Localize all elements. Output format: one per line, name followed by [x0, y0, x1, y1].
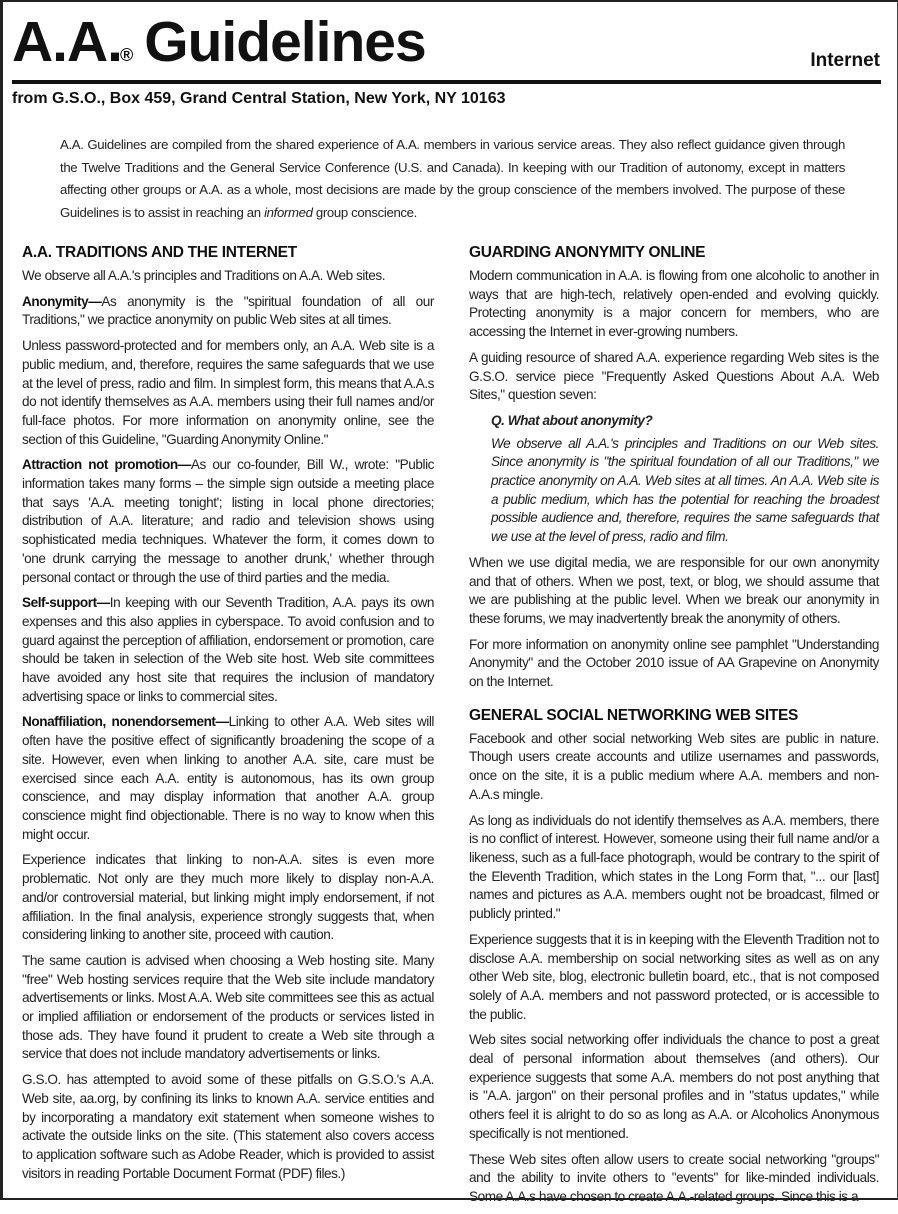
intro-text-end: group conscience.	[312, 204, 417, 220]
paragraph: We observe all A.A.'s principles and Traditions on A.A. Web sites.	[22, 268, 386, 283]
address-line: from G.S.O., Box 459, Grand Central Station, New York, NY 10163	[12, 90, 506, 107]
faq-answer-quote: We observe all A.A.'s principles and Traditions on our Web sites. Since anonymity is "the spiritual foundation of all our Traditions," we practice anonymity on A.A. Web sites at all times. An A.A. Web site is a public medium, which has the potential for reaching the broadest possible audience and, therefore, requires the same safeguards that we use at the level of press, radio and film.	[491, 435, 879, 545]
paragraph: These Web sites often allow users to create social networking "groups" and the ability to invite others to "events" for like-minded individuals. Some A.A.s have chosen to create A.A.-related groups. Since this is a	[469, 1151, 879, 1204]
paragraph: Web sites social networking offer individuals the chance to post a great deal of personal information about themselves (and others). Our experience suggests that some A.A. members do not post anything that is "A.A. jargon" on their personal profiles and in "status updates," while others feel it is alright to do so as long as A.A. or Alcoholics Anonymous specifically is not mentioned.	[469, 1032, 879, 1141]
lead-anonymity: Anonymity—	[22, 293, 102, 309]
paragraph: Experience suggests that it is in keeping with the Eleventh Tradition not to disclose A.A. membership on social networking sites as well as on any other Web site, blog, electronic bulletin board, etc., that is not composed solely of A.A. members and not password protected, or is accessible to the public.	[469, 931, 879, 1022]
title-guidelines: Guidelines	[144, 10, 426, 74]
paragraph: Unless password-protected and for members only, an A.A. Web site is a public medium, and, therefore, requires the same safeguards that we use at the level of press, radio and film. In simplest form, this means that A.A.s do not identify themselves as A.A. members using their full names and/or full-face photos. For more information on anonymity online, see the section of this Guideline, "Guarding Anonymity Online."	[22, 338, 434, 447]
right-column	[469, 243, 879, 1214]
lead-nonaffiliation: Nonaffiliation, nonendorsement—	[22, 714, 229, 730]
paragraph: When we use digital media, we are responsible for our own anonymity and that of others. When we post, text, or blog, we should assume that we are publishing at the public level. When we break our anonymity in these forums, we may inadvertently break the anonymity of others.	[469, 554, 879, 626]
paragraph-text: In keeping with our Seventh Tradition, A.A. pays its own expenses and this also applies in cyberspace. To avoid confusion and to guard against the perception of affiliation, endorsement or promotion, care should be taken in selection of the Web site host. Web site committees have avoided any host site that requires the inclusion of mandatory advertising space or links to commercial sites.	[22, 595, 434, 704]
intro-italic: informed	[264, 204, 313, 220]
paragraph: A guiding resource of shared A.A. experience regarding Web sites is the G.S.O. service piece "Frequently Asked Questions About A.A. Web Sites," question seven:	[469, 349, 879, 403]
section-heading-social: GENERAL SOCIAL NETWORKING WEB SITES	[469, 706, 799, 724]
intro-paragraph	[60, 134, 845, 224]
lead-selfsupport: Self-support—	[22, 595, 110, 611]
section-heading-traditions: A.A. TRADITIONS AND THE INTERNET	[22, 244, 297, 261]
paragraph-attraction	[22, 456, 434, 587]
registered-mark: ®	[120, 45, 133, 65]
paragraph: The same caution is advised when choosing a Web hosting site. Many "free" Web hosting services require that the Web site include mandatory advertisements or links. Most A.A. Web site committees see this as actual or implied affiliation or endorsement of the products or services listed in those ads. They have found it prudent to create a Web site through a service that does not include mandatory advertisements or links.	[22, 952, 434, 1062]
section-heading-guarding: GUARDING ANONYMITY ONLINE	[469, 244, 706, 261]
title-aa: A.A.	[12, 10, 122, 74]
paragraph-text: Linking to other A.A. Web sites will often have the positive effect of significantly broadening the scope of a site. However, even when linking to another A.A. site, care must be exercised since each A.A. entity is autonomous, has its own group conscience, and may display information that another A.A. group conscience might find objectionable. There is no way to know when this might occur.	[22, 714, 434, 842]
paragraph: G.S.O. has attempted to avoid some of these pitfalls on G.S.O.'s A.A. Web site, aa.org, by confining its links to known A.A. service entities and by incorporating a mandatory exit statement when someone wishes to activate the outside links on the site. (This statement also covers access to application software such as Adobe Reader, which is provided to assist visitors in reading Portable Document Format (PDF) files.)	[22, 1072, 434, 1181]
paragraph: For more information on anonymity online see pamphlet "Understanding Anonymity" and the October 2010 issue of AA Grapevine on Anonymity on the Internet.	[469, 636, 879, 690]
paragraph-text: As anonymity is the "spiritual foundation of all our Traditions," we practice anonymity on public Web sites at all times.	[22, 293, 434, 328]
left-column	[22, 243, 434, 1190]
paragraph: Experience indicates that linking to non-A.A. sites is even more problematic. Not only are they much more likely to display non-A.A. and/or controversial material, but linking might imply endorsement, if not affiliation. In the final analysis, experience strongly suggests that, when considering linking to another site, proceed with caution.	[22, 852, 434, 943]
faq-question: Q. What about anonymity?	[491, 412, 653, 428]
header-rule	[12, 80, 881, 84]
paragraph-text: As our co-founder, Bill W., wrote: "Public information takes many forms – the simple sign outside a meeting place that says 'A.A. meeting tonight'; listing in local phone directories; distribution of A.A. literature; and radio and television shows using sophisticated media techniques. Whatever the form, it comes down to 'one drunk carrying the message to another drunk,' whether through personal contact or through the use of third parties and the media.	[22, 457, 434, 585]
intro-text: A.A. Guidelines are compiled from the shared experience of A.A. members in various service areas. They also reflect guidance given through the Twelve Traditions and the General Service Conference (U.S. and Canada). In keeping with our Tradition of autonomy, except in matters affecting other groups or A.A. as a whole, most decisions are made by the group conscience of the members involved. The purpose of these Guidelines is to assist in reaching an	[60, 137, 845, 220]
paragraph: Facebook and other social networking Web sites are public in nature. Though users create accounts and utilize usernames and passwords, once on the site, it is a public medium where A.A. members and non-A.A.s mingle.	[469, 730, 879, 802]
paragraph: As long as individuals do not identify themselves as A.A. members, there is no conflict of interest. However, someone using their full name and/or a likeness, such as a full-face photograph, would be contrary to the spirit of the Eleventh Tradition, which states in the Long Form that, "... our [last] names and pictures as A.A. members ought not be broadcast, filmed or publicly printed."	[469, 812, 879, 922]
section-label: Internet	[810, 50, 880, 71]
lead-attraction: Attraction not promotion—	[22, 457, 191, 473]
paragraph: Modern communication in A.A. is flowing from one alcoholic to another in ways that are high-tech, relatively open-ended and evolving quickly. Protecting anonymity is a major concern for members, who are accessing the Internet in ever-growing numbers.	[469, 268, 879, 340]
paragraph-selfsupport	[22, 594, 434, 706]
paragraph-anonymity	[22, 293, 434, 330]
paragraph-nonaffiliation	[22, 713, 434, 844]
document-title	[12, 10, 426, 74]
